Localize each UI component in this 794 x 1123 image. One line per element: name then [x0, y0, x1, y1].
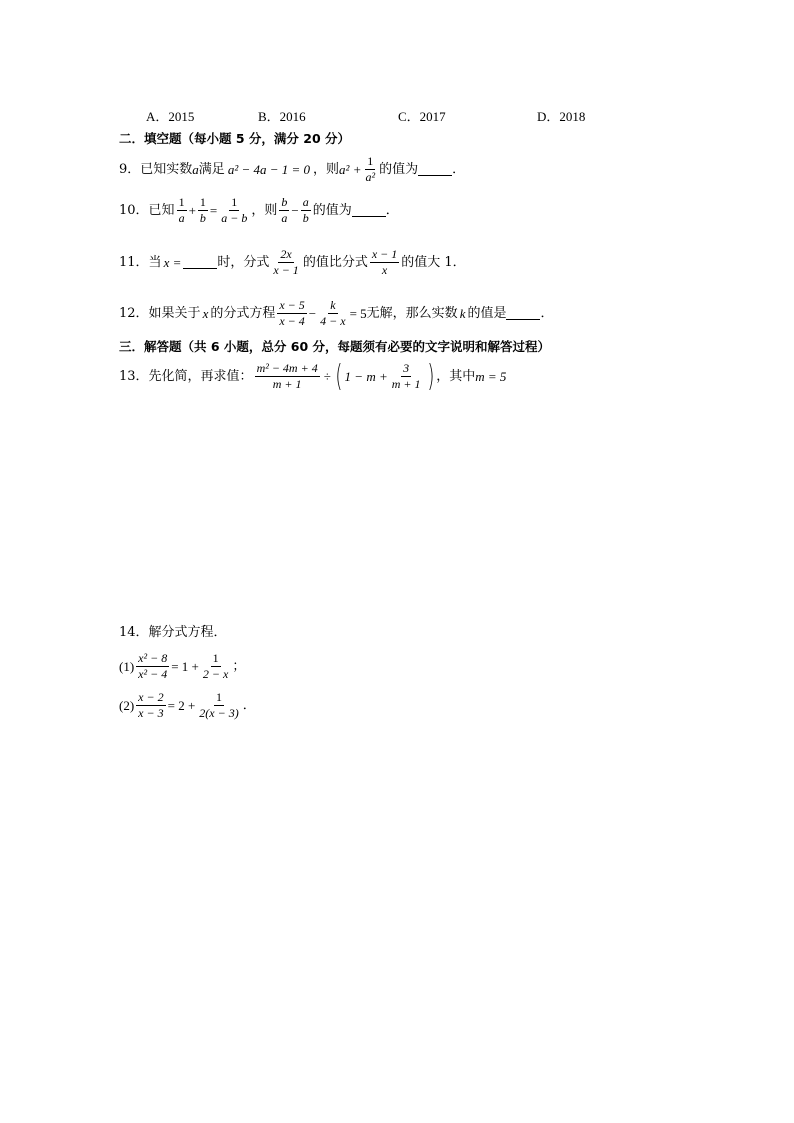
option-d: D．2018 — [537, 109, 586, 124]
q14-p2-mid: = 2 + — [167, 697, 196, 713]
q12-frac-1-den: x − 4 — [279, 314, 305, 328]
q11-text-2: 时，分式 — [217, 254, 270, 270]
q10-text-2: ，则 — [251, 202, 278, 218]
q9-fraction — [363, 154, 377, 185]
q11-text-3: 的值比分式 — [302, 254, 368, 270]
q10-text-3: 的值为 — [312, 202, 352, 218]
q14-p1-frac-2 — [201, 651, 230, 682]
q12-end: ． — [540, 305, 554, 321]
q10-frac-1-num: 1 — [178, 195, 185, 209]
q11-answer-blank[interactable] — [183, 256, 217, 269]
q10-equals: = — [209, 202, 218, 218]
q13-left-paren: ( — [335, 358, 343, 394]
q10-frac-3 — [219, 195, 249, 226]
q9-text-1: 已知实数 — [140, 161, 193, 177]
q13-condition: m = 5 — [475, 368, 507, 384]
option-b: B．2016 — [258, 109, 306, 124]
section-3-title: 三．解答题（共 6 小题，总分 60 分，每题须有必要的文字说明和解答过程） — [119, 339, 551, 354]
q12-var-k: k — [459, 305, 466, 321]
q10-frac-4-num: b — [281, 195, 288, 209]
q14-p2-end: ． — [242, 697, 256, 713]
q9-text-2: 满足 — [198, 161, 225, 177]
q14-text: 解分式方程． — [148, 625, 227, 640]
q12-text-2: 的分式方程 — [210, 305, 276, 321]
question-10 — [119, 195, 399, 226]
q14-p2-frac-2-num: 1 — [215, 690, 222, 704]
q13-frac-2-den: m + 1 — [391, 377, 421, 391]
q11-frac-2-num: x − 1 — [371, 247, 398, 261]
q14-p1-end: ； — [232, 658, 246, 674]
q10-end: ． — [385, 202, 399, 218]
q10-frac-1-den: a — [178, 211, 185, 225]
q10-plus: + — [188, 202, 196, 218]
q14-p1-frac-2-num: 1 — [212, 651, 219, 665]
q13-right-paren: ) — [426, 358, 434, 394]
q14-p1-frac-2-den: 2 − x — [202, 667, 229, 681]
q10-answer-blank[interactable] — [352, 204, 386, 217]
q11-frac-1 — [271, 247, 300, 278]
option-a: A．2015 — [146, 109, 195, 124]
q14-p2-frac-1 — [136, 690, 165, 721]
q9-frac-den: a² — [365, 170, 376, 184]
q12-text-3: 无解，那么实数 — [366, 305, 458, 321]
q14-p2-frac-2-den: 2(x − 3) — [199, 706, 239, 720]
q10-frac-4 — [279, 195, 289, 226]
q12-answer-blank[interactable] — [506, 307, 540, 320]
q9-answer-blank[interactable] — [418, 163, 452, 176]
q13-text-2: ，其中 — [436, 368, 476, 384]
q9-end: ． — [452, 161, 466, 177]
q13-number: 13． — [119, 368, 149, 384]
question-13 — [119, 358, 507, 394]
q11-number: 11． — [119, 254, 149, 270]
question-11 — [119, 247, 466, 278]
q12-text-4: 的值是 — [467, 305, 507, 321]
option-c: C．2017 — [398, 109, 446, 124]
q13-frac-1-num: m² − 4m + 4 — [256, 361, 318, 375]
q12-frac-2-den: 4 − x — [320, 314, 346, 328]
question-9 — [119, 154, 465, 185]
q13-text-1: 先化简，再求值： — [148, 368, 253, 384]
q12-frac-2-num: k — [330, 298, 336, 312]
q11-text-4: 的值大 1． — [401, 254, 466, 270]
q9-text-4: 的值为 — [379, 161, 419, 177]
q13-divide: ÷ — [323, 368, 331, 384]
q9-text-3: ，则 — [313, 161, 340, 177]
q9-number: 9． — [119, 161, 141, 177]
question-14 — [119, 625, 227, 641]
q10-frac-5-den: b — [302, 211, 309, 225]
q10-frac-5 — [301, 195, 311, 226]
q13-frac-1-den: m + 1 — [272, 377, 302, 391]
q14-p1-frac-1-den: x² − 4 — [138, 667, 168, 681]
q13-frac-1 — [255, 361, 320, 392]
q14-p1-frac-1-num: x² − 8 — [138, 651, 168, 665]
q12-var-x: x — [202, 305, 209, 321]
q11-frac-1-den: x − 1 — [273, 263, 299, 277]
q12-number: 12． — [119, 305, 149, 321]
q12-frac-2 — [318, 298, 347, 329]
q14-number: 14． — [119, 625, 149, 640]
q10-minus: − — [291, 202, 299, 218]
q12-frac-1-num: x − 5 — [279, 298, 305, 312]
q10-frac-3-num: 1 — [231, 195, 238, 209]
q10-frac-2-num: 1 — [199, 195, 206, 209]
q14-part-2 — [119, 690, 256, 721]
q10-text-1: 已知 — [148, 202, 175, 218]
q10-frac-2 — [198, 195, 208, 226]
q9-expr-lead: a² + — [339, 161, 362, 177]
q13-inner-expr: 1 − m + — [344, 368, 388, 384]
q12-frac-1 — [277, 298, 306, 329]
q10-frac-1 — [177, 195, 187, 226]
q10-frac-2-den: b — [199, 211, 206, 225]
q10-frac-4-den: a — [281, 211, 288, 225]
q11-frac-2-den: x — [381, 263, 388, 277]
question-12 — [119, 298, 554, 329]
q14-p2-frac-2 — [197, 690, 240, 721]
q14-part-1 — [119, 651, 245, 682]
q12-minus: − — [308, 305, 317, 321]
q10-frac-3-den: a − b — [221, 211, 248, 225]
q9-var-a: a — [192, 161, 199, 177]
q14-p2-frac-1-den: x − 3 — [138, 706, 164, 720]
section-2-title: 二．填空题（每小题 5 分，满分 20 分） — [119, 131, 351, 146]
q14-p1-frac-1 — [136, 651, 169, 682]
q12-equals: = 5 — [349, 305, 367, 321]
q11-var-x: x = — [163, 254, 182, 270]
q14-part-1-label: (1) — [119, 658, 135, 674]
q11-frac-1-num: 2x — [280, 247, 292, 261]
q11-frac-2 — [370, 247, 399, 278]
q10-number: 10． — [119, 202, 149, 218]
q14-part-2-label: (2) — [119, 697, 135, 713]
q9-frac-num: 1 — [367, 154, 374, 168]
q12-text-1: 如果关于 — [148, 305, 201, 321]
q13-frac-2-num: 3 — [403, 361, 410, 375]
q13-frac-2 — [390, 361, 423, 392]
q9-equation: a² − 4a − 1 = 0 — [227, 161, 311, 177]
q10-frac-5-num: a — [302, 195, 309, 209]
q14-p2-frac-1-num: x − 2 — [138, 690, 164, 704]
q14-p1-mid: = 1 + — [171, 658, 199, 674]
q11-text-1: 当 — [148, 254, 162, 270]
